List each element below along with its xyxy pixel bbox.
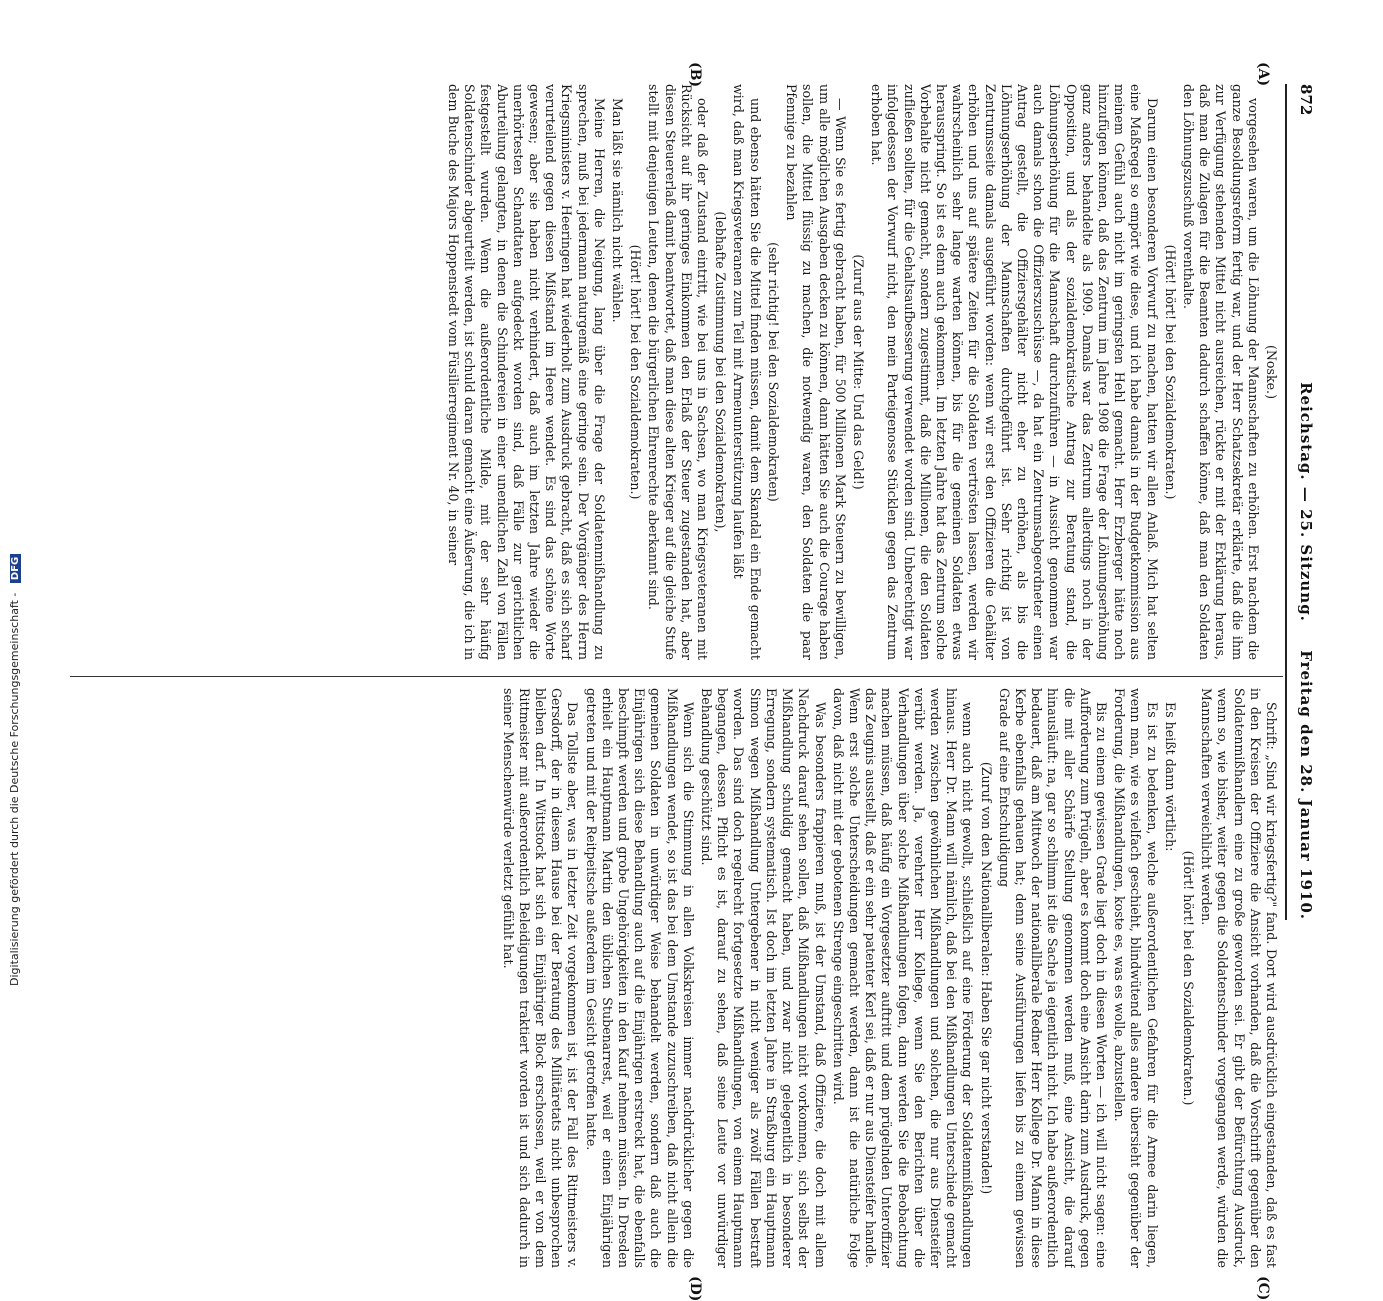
paragraph: Wenn sich die Stimmung in allen Volkskreisen immer nachdrücklicher gegen die Mißhandlungen wendet, so ist das bei dem Umstande zuzuschreiben, daß nicht allein die gemeinen Soldaten in unwürdiger Weise behandelt werden, sondern daß auch die Einjährigen sich diese Behandlung auch auf die Einjährigen erstreckt hat, die ebenfalls beschimpft werden und grobe Ungehörigkeiten in den Kauf nehmen müssen. In Dresden erhielt ein Hauptmann Martin den üblichen Stubenarrest, weil er einen Einjährigen getreten und mit der Reitpeitsche außerdem im Gesicht getroffen hatte. [583, 688, 696, 1268]
paragraph: — Wenn Sie es fertig gebracht haben, für 500 Millionen Mark Steuern zu bewilligen, um alle möglichen Ausgaben decken zu können, dann hätten Sie auch die Courage haben sollen, die Mittel flüssig zu machen, die notwendig waren, den Soldaten die paar Pfennige zu bezahlen [784, 84, 848, 660]
margin-mark-d: (D) [687, 1276, 703, 1301]
paragraph: Schrift: „Sind wir kriegsfertig?" fand. Dort wird ausdrücklich eingestanden, daß es fast in den Kreisen der Offiziere die Ansicht vorhanden, daß die Vorschrift gegenüber den Soldatenmißhandlern eine zu große geworden sei. Er gibt der Befürchtung Ausdruck, wenn so, wie bisher, weiter gegen die Soldatenschinder vorgegangen werde, würden die Mannschaften verweichlicht werden. [1199, 688, 1279, 1268]
paragraph: (Noske.) [1264, 345, 1279, 399]
paragraph: (Zuruf von den Nationalliberalen: Haben Sie gar nicht verstanden!) [978, 761, 994, 1195]
column-divider [70, 676, 1283, 677]
paragraph: (Hört! hört! bei den Sozialdemokraten.) [1180, 850, 1196, 1106]
paragraph: Meine Herren, die Neigung, lang über die Frage der Soldatenmißhandlung zu sprechen, muß bei jedermann naturgemäß eine geringe sein. Der Vorgänger des Herrn Kriegsministers v. Heeringen hat wiederholt zum Ausdruck gebracht, daß es sich scharf verurteilend gegen diesen Mißstand im Heere wendet. Es sind das schöne Worte gewesen; aber sie haben nicht verhindert, daß auch im letzten Jahre wieder die unerhörtesten Schandtaten aufgedeckt worden sind, daß Fälle zur gerichtlichen Aburteilung gelangten, in denen die Schindereien in einer unendlichen Zahl von Fällen festgestellt wurden. Wenn die außerordentliche Milde, mit der sehr häufig Soldatenschinder abgeurteilt werden, ist schuld daran gemacht eine Äußerung, die ich in dem Buche des Majors Hoppenstedt vom Füsilierregiment Nr. 40, in seiner [446, 84, 607, 660]
paragraph: (Hört! hört! bei den Sozialdemokraten.) [1162, 244, 1178, 500]
page-header [1289, 84, 1317, 920]
paragraph: (lebhafte Zustimmung bei den Sozialdemokraten), [713, 211, 729, 533]
paragraph: (Hört! hört! bei den Sozialdemokraten.) [628, 244, 644, 500]
session-date: Freitag den 28. Januar 1910. [1297, 650, 1315, 920]
credit-text: Digitalisierung gefördert durch die Deutsche Forschungsgemeinschaft - [8, 592, 21, 986]
paragraph: Das Tollste aber, was in letzter Zeit vorgekommen ist, ist der Fall des Rittmeisters v. Gersdorff, der in diesem Hause bei der Beratung des Militäretats nicht unbesprochen bleiben darf. In Wittstock hat sich ein Einjähriger Block erschossen, weil er von dem Rittmeister mit außerordentlich Beleidigungen traktiert worden ist und sich dadurch in seiner Menschenwürde verletzt gefühlt hat. [500, 688, 581, 1268]
paragraph: Man läßt sie nämlich nicht wählen. [610, 98, 626, 323]
paragraph: Bis zu einem gewissen Grade liegt doch in diesen Worten — ich will nicht sagen: eine Aufforderung zum Prügeln, aber es kommt doch eine Ansicht darin zum Ausdruck, gegen die mit aller Schärfe Stellung genommen werden muß, eine Ansicht, die darauf hinausläuft: na, gar so schlimm ist die Sache ja eigentlich nicht. Ich habe außerordentlich bedauert, daß am Mittwoch der nationalliberale Redner Herr Kollege Dr. Mann in diese Kerbe ebenfalls gehauen hat; denn seine Ausführungen liefen bis zu einem gewissen Grade auf eine Entschuldigung [996, 688, 1109, 1268]
margin-mark-b: (B) [687, 62, 703, 88]
digitization-credit [6, 0, 26, 1000]
paragraph: und ebenso hätten Sie die Mittel finden müssen, damit dem Skandal ein Ende gemacht wird, daß man Kriegsveteranen zum Teil mit Armenunterstützung laufen läßt [731, 84, 763, 660]
paragraph: Darum einen besonderen Vorwurf zu machen, hatten wir allen Anlaß. Mich hat selten eine Maßregel so empört wie diese, und ich habe damals in der Budgetkommission aus meinem Gefühl auch nicht im geringsten Hehl gemacht. Herr Erzberger hätte noch hinzufügen können, daß das Zentrum im Jahre 1908 die Frage der Löhnungserhöhung ganz anders behandelte als 1909. Damals war das Zentrum allerdings noch in der Opposition, und als der sozialdemokratische Antrag zur Beratung stand, die Löhnungserhöhung für die Mannschaft durchzuführen — in Aussicht genommen war auch damals schon die Offizierszuschüsse —, da hat ein Zentrumsabgeordneter einen Antrag gestellt, die Offiziersgehälter nicht eher zu erhöhen, als bis die Löhnungserhöhung der Mannschaften durchgeführt ist. Sehr richtig ist von Zentrumsseite damals ausgeführt worden: wenn wir erst den Offizieren die Gehälter erhöhen und uns auf spätere Zeiten für die Soldaten vertrösten lassen, werden wir wahrscheinlich sehr lange warten können, bis für die gemeinen Soldaten etwas herausspringt. So ist es denn auch gekommen. Im letzten Jahre hat das Zentrum solche Vorbehalte nicht gemacht, sondern zugestimmt, daß die Millionen, die den Soldaten zufließen sollten, für die Gehaltsaufbesserung verwendet worden sind. Unberechtigt war infolgedessen der Vorwurf nicht, den mein Parteigenosse Stücklen gegen das Zentrum erhoben hat. [869, 84, 1160, 660]
session-title: Reichstag. — 25. Sitzung. [1297, 382, 1315, 622]
margin-mark-c: (C) [1255, 1276, 1271, 1301]
paragraph: oder daß der Zustand eintritt, wie bei uns in Sachsen, wo man Kriegsveteranen mit Rücksicht auf ihr geringes Einkommen den Erlaß der Steuer zugestanden hat, aber diesen Steuererlaß damit beantwortet, daß man diese alten Krieger auf die gleiche Stufe stellt mit denjenigen Leuten, denen die bürgerlichen Ehrenrechte aberkannt sind. [646, 84, 711, 660]
paragraph: wenn auch nicht gewollt, schließlich auf eine Förderung der Soldatenmißhandlungen hinaus. Herr Dr. Mann will nämlich, daß bei den Mißhandlungen Unterschiede gemacht werden zwischen gewöhnlichen Mißhandlungen und solchen, die nur aus Diensteifer verübt werden. Ja, verehrter Herr Kollege, wenn Sie den Berichten über die Verhandlungen über solche Mißhandlungen folgen, dann werden Sie die Beobachtung machen müssen, daß häufig ein Vorgesetzter auftritt und dem prügelnden Unteroffizier das Zeugnis ausstellt, daß er ein sehr patenter Kerl sei, daß er nur aus Diensteifer handle. Wenn erst solche Unterscheidungen gemacht werden, dann ist die natürliche Folge davon, daß nicht mit der gebotenen Strenge eingeschritten wird. [830, 688, 976, 1268]
margin-mark-a: (A) [1255, 62, 1271, 87]
right-column [70, 688, 1279, 1268]
paragraph: Es heißt dann wörtlich: [1162, 702, 1178, 852]
paragraph: (Zuruf aus der Mitte: Und das Geld!) [850, 254, 866, 490]
left-column [70, 84, 1279, 660]
page-number: 872 [1297, 84, 1315, 116]
dfg-logo: DFG [10, 554, 21, 583]
paragraph: Was besonders frappieren muß, ist der Umstand, daß Offiziere, die doch mit allem Nachdruck darauf sehen sollen, daß Mißhandlungen nicht vorkommen, sich selbst der Mißhandlung schuldig gemacht haben, und zwar nicht gelegentlich in besonderer Erregung, sondern systematisch. Ist doch im letzten Jahre in Straßburg ein Hauptmann Simon wegen Mißhandlung Untergebener in nicht weniger als zwölf Fällen bestraft worden. Das sind doch regelrecht fortgesetzte Mißhandlungen, von einem Hauptmann begangen, dessen Pflicht es ist, darauf zu sehen, daß seine Leute vor unwürdiger Behandlung geschützt sind. [699, 688, 828, 1268]
header-rule [1285, 84, 1287, 920]
paragraph: Es ist zu bedenken, welche außerordentlichen Gefahren für die Armee darin liegen, wenn man, wie es vielfach geschieht, blindwütend alles andere übersieht gegenüber der Forderung, die Mißhandlungen, koste es, was es wolle, abzustellen. [1112, 688, 1160, 1268]
paragraph: vorgesehen waren, um die Löhnung der Mannschaften zu erhöhen. Erst nachdem die ganze Besoldungsreform fertig war, und der Herr Schatzsekretär erklärte, daß die ihm zur Verfügung stehenden Mittel nicht ausreichen, rückte er mit der Erklärung heraus, daß man die Zulagen für die Beamten dadurch schaffen könne, daß man den Soldaten den Löhnungszuschuß vorenthalte. [1180, 84, 1261, 660]
paragraph: (sehr richtig! bei den Sozialdemokraten) [765, 242, 781, 502]
